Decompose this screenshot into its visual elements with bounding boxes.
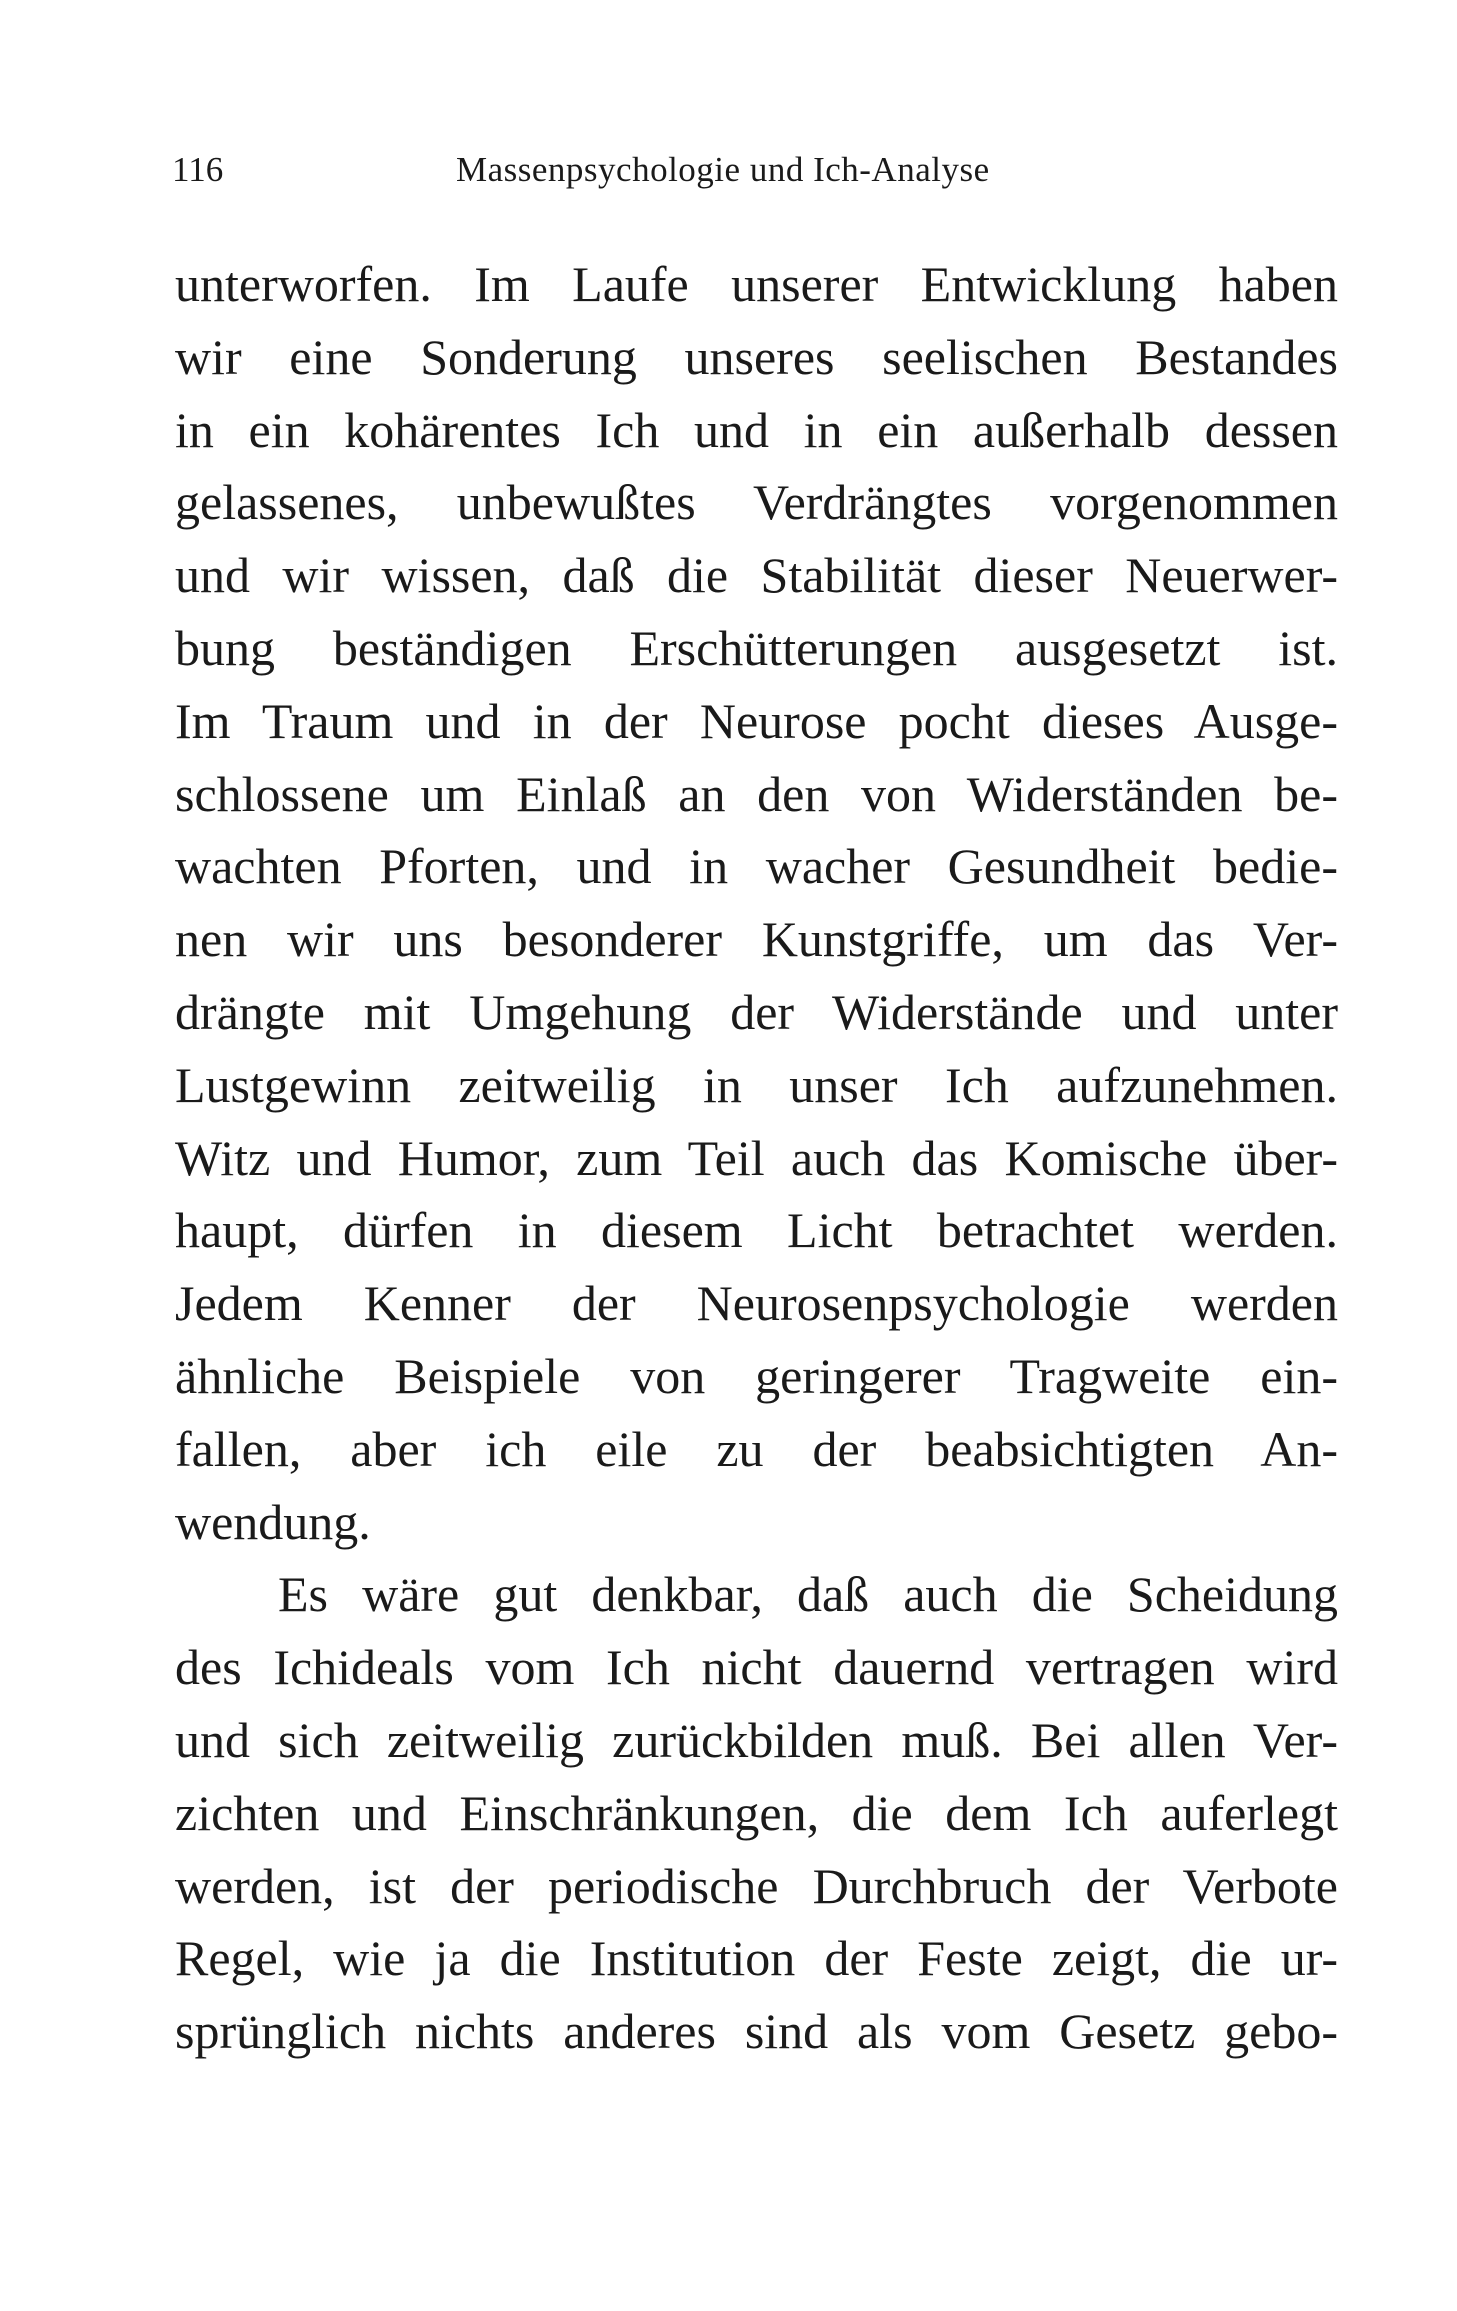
text-line: fallen, aber ich eile zu der beabsichtigten An- — [175, 1420, 1338, 1477]
text-line: und wir wissen, daß die Stabilität dieser Neuerwer- — [175, 547, 1338, 604]
text-line: wir eine Sonderung unseres seelischen Bestandes — [175, 328, 1338, 385]
text-line: unterworfen. Im Laufe unserer Entwicklung haben — [175, 256, 1338, 312]
text-line: des Ichideals vom Ich nicht dauernd vertragen wird — [175, 1639, 1338, 1696]
running-head — [172, 148, 1322, 192]
text-line: Jedem Kenner der Neurosenpsychologie werden — [175, 1275, 1338, 1332]
paragraph-2 — [175, 1558, 1338, 2068]
text-line: Lustgewinn zeitweilig in unser Ich aufzunehmen. — [175, 1056, 1338, 1113]
text-line: Im Traum und in der Neurose pocht dieses Ausge- — [175, 692, 1338, 749]
text-line: wendung. — [175, 1493, 371, 1550]
body-text — [175, 248, 1338, 2068]
text-line: Regel, wie ja die Institution der Feste zeigt, die ur- — [175, 1930, 1338, 1987]
text-line: nen wir uns besonderer Kunstgriffe, um das Ver- — [175, 911, 1338, 968]
text-line: werden, ist der periodische Durchbruch der Verbote — [175, 1857, 1338, 1914]
page-number: 116 — [172, 150, 224, 189]
text-line: gelassenes, unbewußtes Verdrängtes vorgenommen — [175, 474, 1338, 531]
text-line: Es wäre gut denkbar, daß auch die Scheidung — [278, 1566, 1338, 1623]
text-line: sprünglich nichts anderes sind als vom Gesetz gebo- — [175, 2003, 1338, 2060]
text-line: haupt, dürfen in diesem Licht betrachtet werden. — [175, 1202, 1338, 1259]
text-line: ähnliche Beispiele von geringerer Tragweite ein- — [175, 1347, 1338, 1404]
running-title: Massenpsychologie und Ich-Analyse — [456, 150, 990, 189]
text-line: und sich zeitweilig zurückbilden muß. Bei allen Ver- — [175, 1711, 1338, 1768]
text-line: wachten Pforten, und in wacher Gesundheit bedie- — [175, 838, 1338, 895]
text-line: zichten und Einschränkungen, die dem Ich auferlegt — [175, 1784, 1338, 1841]
paragraph-1 — [175, 248, 1338, 1558]
text-line: drängte mit Umgehung der Widerstände und unter — [175, 983, 1338, 1040]
text-line: schlossene um Einlaß an den von Widerständen be- — [175, 765, 1338, 822]
text-line: in ein kohärentes Ich und in ein außerhalb dessen — [175, 401, 1338, 458]
text-line: Witz und Humor, zum Teil auch das Komische über- — [175, 1129, 1338, 1186]
text-line: bung beständigen Erschütterungen ausgesetzt ist. — [175, 619, 1338, 676]
